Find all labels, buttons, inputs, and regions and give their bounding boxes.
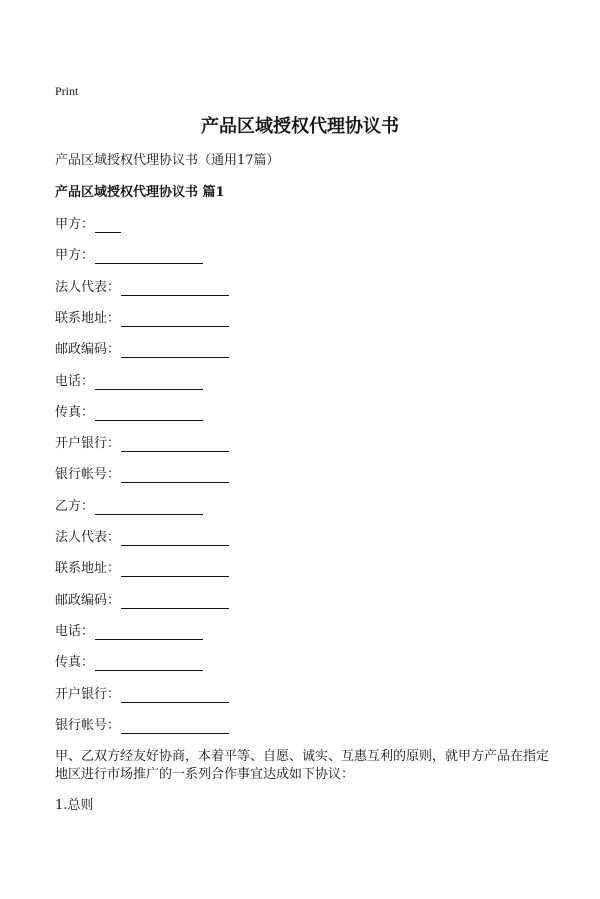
form-field-row: [55, 217, 121, 233]
field-label: 甲方：: [55, 248, 95, 263]
blank-line[interactable]: [121, 596, 229, 609]
form-field-row: [55, 374, 203, 390]
form-field-row: [55, 593, 229, 609]
blank-line[interactable]: [95, 408, 203, 421]
section-heading: 产品区域授权代理协议书 篇1: [55, 185, 225, 200]
blank-line[interactable]: [95, 220, 121, 233]
field-label: 电话：: [55, 624, 95, 639]
field-label: 法人代表：: [55, 530, 121, 545]
form-field-row: [55, 436, 229, 452]
blank-line[interactable]: [121, 533, 229, 546]
blank-line[interactable]: [121, 690, 229, 703]
blank-line[interactable]: [95, 377, 203, 390]
form-field-row: [55, 718, 229, 734]
field-label: 乙方：: [55, 499, 95, 514]
field-label: 电话：: [55, 374, 95, 389]
field-label: 联系地址：: [55, 311, 121, 326]
field-label: 甲方：: [55, 217, 95, 232]
blank-line[interactable]: [121, 564, 229, 577]
document-title: 产品区域授权代理协议书: [201, 116, 399, 137]
form-field-row: [55, 530, 229, 546]
field-label: 银行帐号：: [55, 718, 121, 733]
agreement-paragraph: 甲、乙双方经友好协商，本着平等、自愿、诚实、互惠互利的原则，就甲方产品在指定地区进行市场推广的一系列合作事宜达成如下协议：: [55, 749, 550, 782]
field-label: 邮政编码：: [55, 593, 121, 608]
form-field-row: [55, 280, 229, 296]
form-field-row: [55, 624, 203, 640]
blank-line[interactable]: [121, 345, 229, 358]
field-label: 银行帐号：: [55, 467, 121, 482]
field-label: 传真：: [55, 405, 95, 420]
blank-line[interactable]: [121, 721, 229, 734]
form-field-row: [55, 561, 229, 577]
form-field-row: [55, 405, 203, 421]
form-field-row: [55, 655, 203, 671]
blank-line[interactable]: [121, 439, 229, 452]
field-label: 邮政编码：: [55, 342, 121, 357]
field-label: 联系地址：: [55, 561, 121, 576]
blank-line[interactable]: [95, 658, 203, 671]
blank-line[interactable]: [121, 314, 229, 327]
form-field-row: [55, 687, 229, 703]
section-1-heading: 1.总则: [55, 798, 94, 813]
field-label: 开户银行：: [55, 436, 121, 451]
form-field-row: [55, 467, 229, 483]
blank-line[interactable]: [95, 251, 203, 264]
blank-line[interactable]: [95, 627, 203, 640]
field-label: 开户银行：: [55, 687, 121, 702]
document-subtitle: 产品区域授权代理协议书（通用17篇）: [55, 153, 280, 168]
form-field-row: [55, 499, 203, 515]
form-field-row: [55, 311, 229, 327]
field-label: 法人代表：: [55, 280, 121, 295]
blank-line[interactable]: [121, 470, 229, 483]
form-field-row: [55, 342, 229, 358]
print-label[interactable]: Print: [55, 84, 79, 98]
blank-line[interactable]: [95, 502, 203, 515]
blank-line[interactable]: [121, 283, 229, 296]
field-label: 传真：: [55, 655, 95, 670]
form-field-row: [55, 248, 203, 264]
